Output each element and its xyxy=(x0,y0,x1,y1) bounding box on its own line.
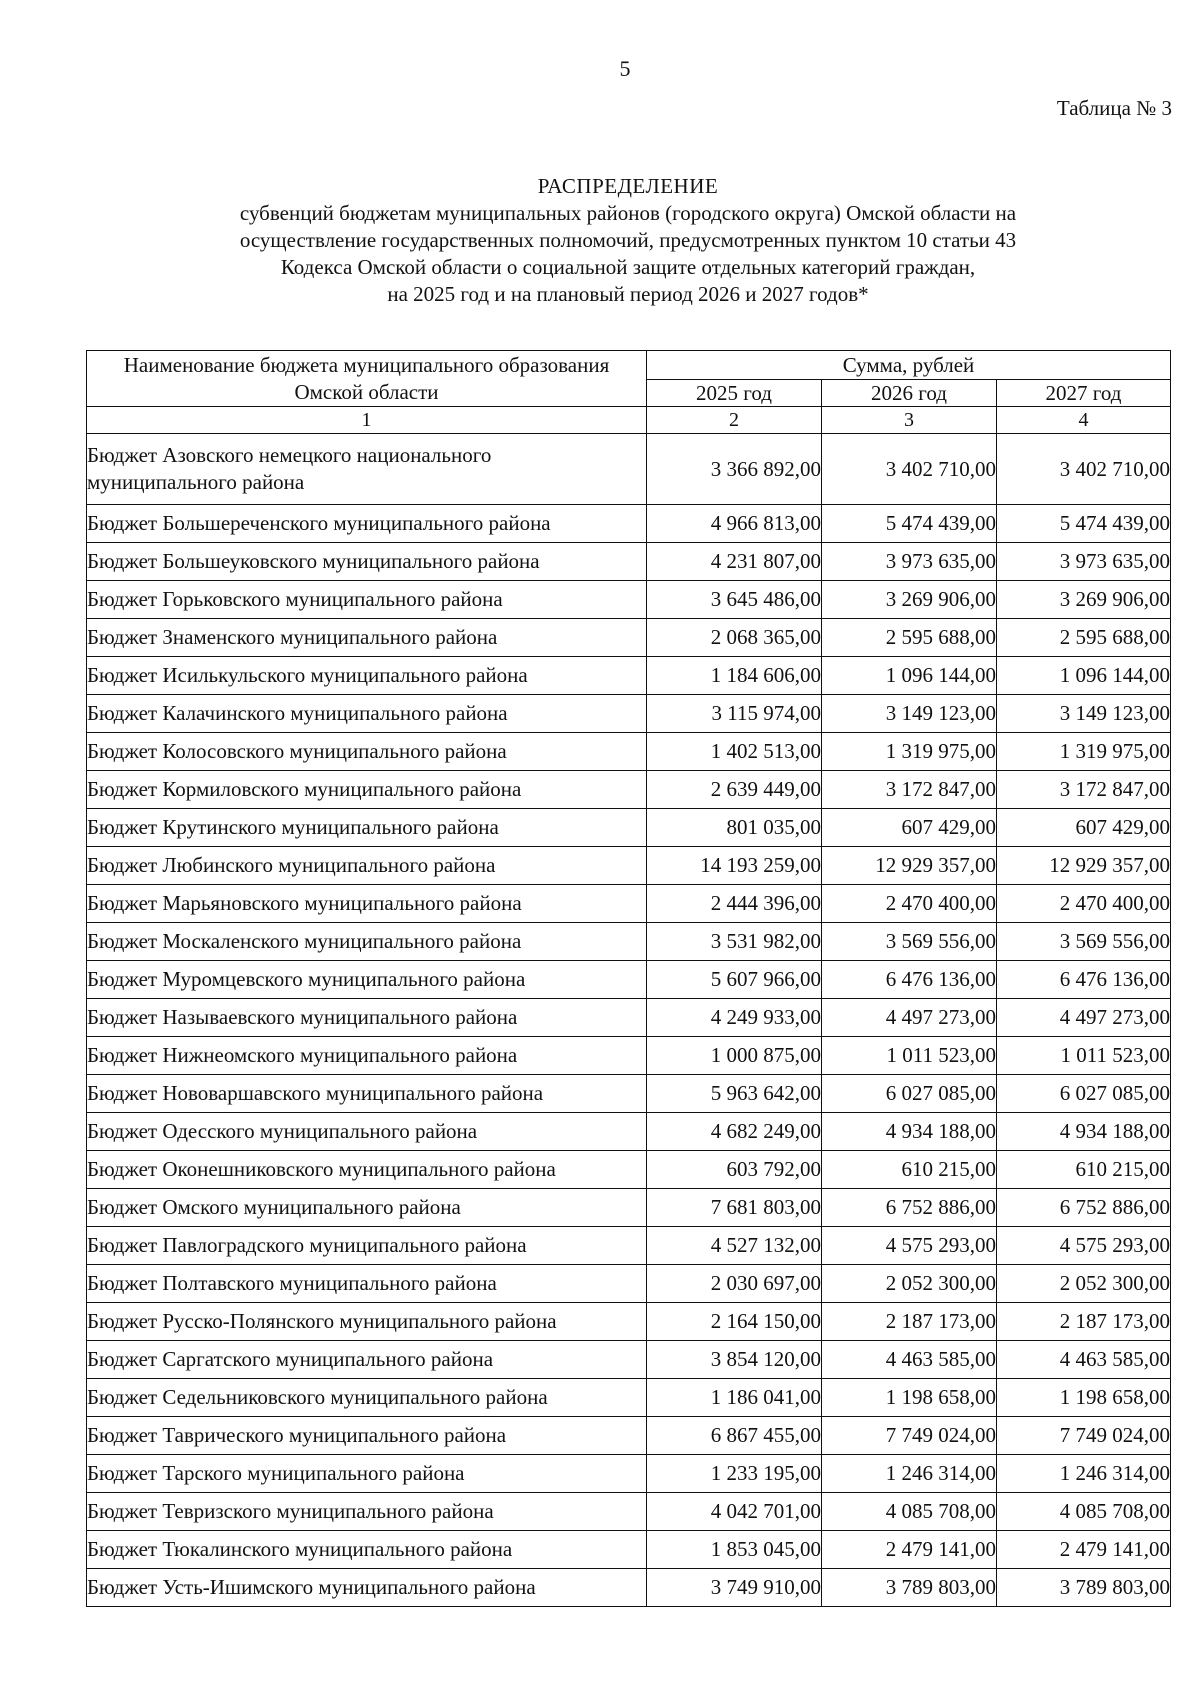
budget-name-cell: Бюджет Крутинского муниципального района xyxy=(87,809,647,847)
table-row xyxy=(87,695,1171,733)
amount-2026-cell: 2 479 141,00 xyxy=(822,1531,997,1569)
amount-2026-cell: 1 096 144,00 xyxy=(822,657,997,695)
table-row xyxy=(87,1455,1171,1493)
header-year-2025: 2025 год xyxy=(647,380,822,407)
budget-name-cell: Бюджет Калачинского муниципального района xyxy=(87,695,647,733)
amount-2027-cell: 7 749 024,00 xyxy=(997,1417,1171,1455)
amount-2025-cell: 2 068 365,00 xyxy=(647,619,822,657)
subvention-table xyxy=(86,350,1171,1607)
amount-2027-cell: 610 215,00 xyxy=(997,1151,1171,1189)
amount-2025-cell: 5 963 642,00 xyxy=(647,1075,822,1113)
amount-2025-cell: 1 233 195,00 xyxy=(647,1455,822,1493)
budget-name-cell: Бюджет Большеуковского муниципального района xyxy=(87,543,647,581)
subtitle-line: субвенций бюджетам муниципальных районов (городского округа) Омской области на xyxy=(239,201,1017,225)
table-row xyxy=(87,581,1171,619)
amount-2025-cell: 6 867 455,00 xyxy=(647,1417,822,1455)
amount-2025-cell: 7 681 803,00 xyxy=(647,1189,822,1227)
amount-2026-cell: 3 789 803,00 xyxy=(822,1569,997,1607)
amount-2025-cell: 1 184 606,00 xyxy=(647,657,822,695)
amount-2026-cell: 2 595 688,00 xyxy=(822,619,997,657)
amount-2027-cell: 3 149 123,00 xyxy=(997,695,1171,733)
amount-2026-cell: 4 934 188,00 xyxy=(822,1113,997,1151)
amount-2026-cell: 12 929 357,00 xyxy=(822,847,997,885)
amount-2026-cell: 607 429,00 xyxy=(822,809,997,847)
table-label: Таблица № 3 xyxy=(1056,96,1172,120)
table-row xyxy=(87,619,1171,657)
table-row xyxy=(87,1265,1171,1303)
amount-2025-cell: 4 682 249,00 xyxy=(647,1113,822,1151)
amount-2026-cell: 3 149 123,00 xyxy=(822,695,997,733)
amount-2027-cell: 12 929 357,00 xyxy=(997,847,1171,885)
amount-2027-cell: 2 479 141,00 xyxy=(997,1531,1171,1569)
amount-2026-cell: 3 973 635,00 xyxy=(822,543,997,581)
table-row xyxy=(87,809,1171,847)
subtitle-line: на 2025 год и на плановый период 2026 и 2027 годов* xyxy=(387,282,869,306)
amount-2027-cell: 2 187 173,00 xyxy=(997,1303,1171,1341)
amount-2026-cell: 6 476 136,00 xyxy=(822,961,997,999)
subtitle-line: осуществление государственных полномочий, предусмотренных пунктом 10 статьи 43 xyxy=(239,228,1017,252)
amount-2026-cell: 6 752 886,00 xyxy=(822,1189,997,1227)
amount-2025-cell: 3 645 486,00 xyxy=(647,581,822,619)
header-sum-rubles: Сумма, рублей xyxy=(647,351,1171,380)
budget-name-cell: Бюджет Исилькульского муниципального района xyxy=(87,657,647,695)
table-row xyxy=(87,923,1171,961)
amount-2026-cell: 3 402 710,00 xyxy=(822,434,997,505)
amount-2025-cell: 3 366 892,00 xyxy=(647,434,822,505)
budget-name-cell: Бюджет Азовского немецкого национального муниципального района xyxy=(87,434,647,505)
table-row xyxy=(87,1303,1171,1341)
budget-name-cell: Бюджет Омского муниципального района xyxy=(87,1189,647,1227)
document-subtitle xyxy=(0,200,1200,308)
table-row xyxy=(87,847,1171,885)
amount-2027-cell: 2 595 688,00 xyxy=(997,619,1171,657)
amount-2025-cell: 2 639 449,00 xyxy=(647,771,822,809)
table-row xyxy=(87,1531,1171,1569)
page-number: 5 xyxy=(619,56,631,81)
table-row xyxy=(87,999,1171,1037)
table-row xyxy=(87,885,1171,923)
subtitle-line: Кодекса Омской области о социальной защите отдельных категорий граждан, xyxy=(280,255,976,279)
amount-2027-cell: 6 027 085,00 xyxy=(997,1075,1171,1113)
budget-name-cell: Бюджет Горьковского муниципального района xyxy=(87,581,647,619)
amount-2027-cell: 4 575 293,00 xyxy=(997,1227,1171,1265)
header-budget-name: Наименование бюджета муниципального образования Омской области xyxy=(87,351,647,407)
amount-2027-cell: 1 246 314,00 xyxy=(997,1455,1171,1493)
amount-2025-cell: 4 042 701,00 xyxy=(647,1493,822,1531)
amount-2027-cell: 3 172 847,00 xyxy=(997,771,1171,809)
column-number: 4 xyxy=(997,407,1171,434)
header-year-2026: 2026 год xyxy=(822,380,997,407)
budget-name-cell: Бюджет Тарского муниципального района xyxy=(87,1455,647,1493)
amount-2027-cell: 3 269 906,00 xyxy=(997,581,1171,619)
amount-2026-cell: 7 749 024,00 xyxy=(822,1417,997,1455)
amount-2026-cell: 4 497 273,00 xyxy=(822,999,997,1037)
budget-name-cell: Бюджет Любинского муниципального района xyxy=(87,847,647,885)
amount-2027-cell: 3 789 803,00 xyxy=(997,1569,1171,1607)
budget-name-cell: Бюджет Тевризского муниципального района xyxy=(87,1493,647,1531)
amount-2025-cell: 2 164 150,00 xyxy=(647,1303,822,1341)
amount-2027-cell: 5 474 439,00 xyxy=(997,505,1171,543)
table-row xyxy=(87,1493,1171,1531)
amount-2025-cell: 3 531 982,00 xyxy=(647,923,822,961)
budget-name-cell: Бюджет Москаленского муниципального района xyxy=(87,923,647,961)
table-row xyxy=(87,1417,1171,1455)
amount-2026-cell: 3 269 906,00 xyxy=(822,581,997,619)
table-row xyxy=(87,1113,1171,1151)
amount-2025-cell: 603 792,00 xyxy=(647,1151,822,1189)
amount-2027-cell: 1 011 523,00 xyxy=(997,1037,1171,1075)
amount-2025-cell: 2 030 697,00 xyxy=(647,1265,822,1303)
table-row xyxy=(87,771,1171,809)
amount-2025-cell: 1 853 045,00 xyxy=(647,1531,822,1569)
table-row xyxy=(87,1379,1171,1417)
table-row xyxy=(87,505,1171,543)
amount-2026-cell: 5 474 439,00 xyxy=(822,505,997,543)
column-number: 1 xyxy=(87,407,647,434)
table-row xyxy=(87,1227,1171,1265)
amount-2026-cell: 610 215,00 xyxy=(822,1151,997,1189)
amount-2027-cell: 4 463 585,00 xyxy=(997,1341,1171,1379)
document-title: РАСПРЕДЕЛЕНИЕ xyxy=(537,174,719,198)
budget-name-cell: Бюджет Кормиловского муниципального района xyxy=(87,771,647,809)
budget-name-cell: Бюджет Нововаршавского муниципального района xyxy=(87,1075,647,1113)
table-body xyxy=(87,434,1171,1607)
amount-2027-cell: 3 569 556,00 xyxy=(997,923,1171,961)
amount-2025-cell: 5 607 966,00 xyxy=(647,961,822,999)
table-row xyxy=(87,1151,1171,1189)
budget-name-cell: Бюджет Называевского муниципального района xyxy=(87,999,647,1037)
amount-2026-cell: 1 319 975,00 xyxy=(822,733,997,771)
budget-name-cell: Бюджет Одесского муниципального района xyxy=(87,1113,647,1151)
amount-2026-cell: 4 463 585,00 xyxy=(822,1341,997,1379)
column-number: 2 xyxy=(647,407,822,434)
amount-2026-cell: 2 052 300,00 xyxy=(822,1265,997,1303)
column-number: 3 xyxy=(822,407,997,434)
amount-2026-cell: 2 470 400,00 xyxy=(822,885,997,923)
table-row xyxy=(87,1075,1171,1113)
amount-2027-cell: 1 096 144,00 xyxy=(997,657,1171,695)
table-row xyxy=(87,1341,1171,1379)
amount-2025-cell: 3 854 120,00 xyxy=(647,1341,822,1379)
amount-2025-cell: 1 000 875,00 xyxy=(647,1037,822,1075)
table-row xyxy=(87,961,1171,999)
amount-2026-cell: 1 198 658,00 xyxy=(822,1379,997,1417)
amount-2026-cell: 4 575 293,00 xyxy=(822,1227,997,1265)
header-year-2027: 2027 год xyxy=(997,380,1171,407)
amount-2025-cell: 801 035,00 xyxy=(647,809,822,847)
table-row xyxy=(87,1037,1171,1075)
amount-2027-cell: 607 429,00 xyxy=(997,809,1171,847)
budget-name-cell: Бюджет Муромцевского муниципального района xyxy=(87,961,647,999)
budget-name-cell: Бюджет Оконешниковского муниципального района xyxy=(87,1151,647,1189)
amount-2025-cell: 14 193 259,00 xyxy=(647,847,822,885)
amount-2027-cell: 3 402 710,00 xyxy=(997,434,1171,505)
table-row xyxy=(87,657,1171,695)
amount-2026-cell: 3 569 556,00 xyxy=(822,923,997,961)
amount-2027-cell: 1 319 975,00 xyxy=(997,733,1171,771)
budget-name-cell: Бюджет Таврического муниципального района xyxy=(87,1417,647,1455)
amount-2026-cell: 6 027 085,00 xyxy=(822,1075,997,1113)
budget-name-cell: Бюджет Седельниковского муниципального района xyxy=(87,1379,647,1417)
table-row xyxy=(87,1569,1171,1607)
amount-2025-cell: 1 402 513,00 xyxy=(647,733,822,771)
amount-2025-cell: 1 186 041,00 xyxy=(647,1379,822,1417)
budget-name-cell: Бюджет Большереченского муниципального района xyxy=(87,505,647,543)
amount-2027-cell: 2 470 400,00 xyxy=(997,885,1171,923)
amount-2027-cell: 4 085 708,00 xyxy=(997,1493,1171,1531)
table-row xyxy=(87,434,1171,505)
budget-name-cell: Бюджет Тюкалинского муниципального района xyxy=(87,1531,647,1569)
amount-2025-cell: 3 749 910,00 xyxy=(647,1569,822,1607)
amount-2027-cell: 6 476 136,00 xyxy=(997,961,1171,999)
amount-2026-cell: 3 172 847,00 xyxy=(822,771,997,809)
amount-2025-cell: 4 966 813,00 xyxy=(647,505,822,543)
budget-name-cell: Бюджет Усть-Ишимского муниципального района xyxy=(87,1569,647,1607)
amount-2025-cell: 4 527 132,00 xyxy=(647,1227,822,1265)
amount-2025-cell: 3 115 974,00 xyxy=(647,695,822,733)
budget-name-cell: Бюджет Нижнеомского муниципального района xyxy=(87,1037,647,1075)
amount-2026-cell: 1 246 314,00 xyxy=(822,1455,997,1493)
table-row xyxy=(87,1189,1171,1227)
amount-2027-cell: 4 497 273,00 xyxy=(997,999,1171,1037)
budget-name-cell: Бюджет Саргатского муниципального района xyxy=(87,1341,647,1379)
amount-2027-cell: 6 752 886,00 xyxy=(997,1189,1171,1227)
amount-2025-cell: 4 249 933,00 xyxy=(647,999,822,1037)
amount-2026-cell: 4 085 708,00 xyxy=(822,1493,997,1531)
amount-2026-cell: 2 187 173,00 xyxy=(822,1303,997,1341)
table-row xyxy=(87,543,1171,581)
amount-2025-cell: 2 444 396,00 xyxy=(647,885,822,923)
budget-name-cell: Бюджет Русско-Полянского муниципального района xyxy=(87,1303,647,1341)
budget-name-cell: Бюджет Павлоградского муниципального района xyxy=(87,1227,647,1265)
budget-name-cell: Бюджет Колосовского муниципального района xyxy=(87,733,647,771)
amount-2026-cell: 1 011 523,00 xyxy=(822,1037,997,1075)
amount-2027-cell: 4 934 188,00 xyxy=(997,1113,1171,1151)
budget-name-cell: Бюджет Знаменского муниципального района xyxy=(87,619,647,657)
amount-2027-cell: 3 973 635,00 xyxy=(997,543,1171,581)
amount-2027-cell: 1 198 658,00 xyxy=(997,1379,1171,1417)
budget-name-cell: Бюджет Полтавского муниципального района xyxy=(87,1265,647,1303)
amount-2027-cell: 2 052 300,00 xyxy=(997,1265,1171,1303)
budget-name-cell: Бюджет Марьяновского муниципального района xyxy=(87,885,647,923)
amount-2025-cell: 4 231 807,00 xyxy=(647,543,822,581)
table-row xyxy=(87,733,1171,771)
